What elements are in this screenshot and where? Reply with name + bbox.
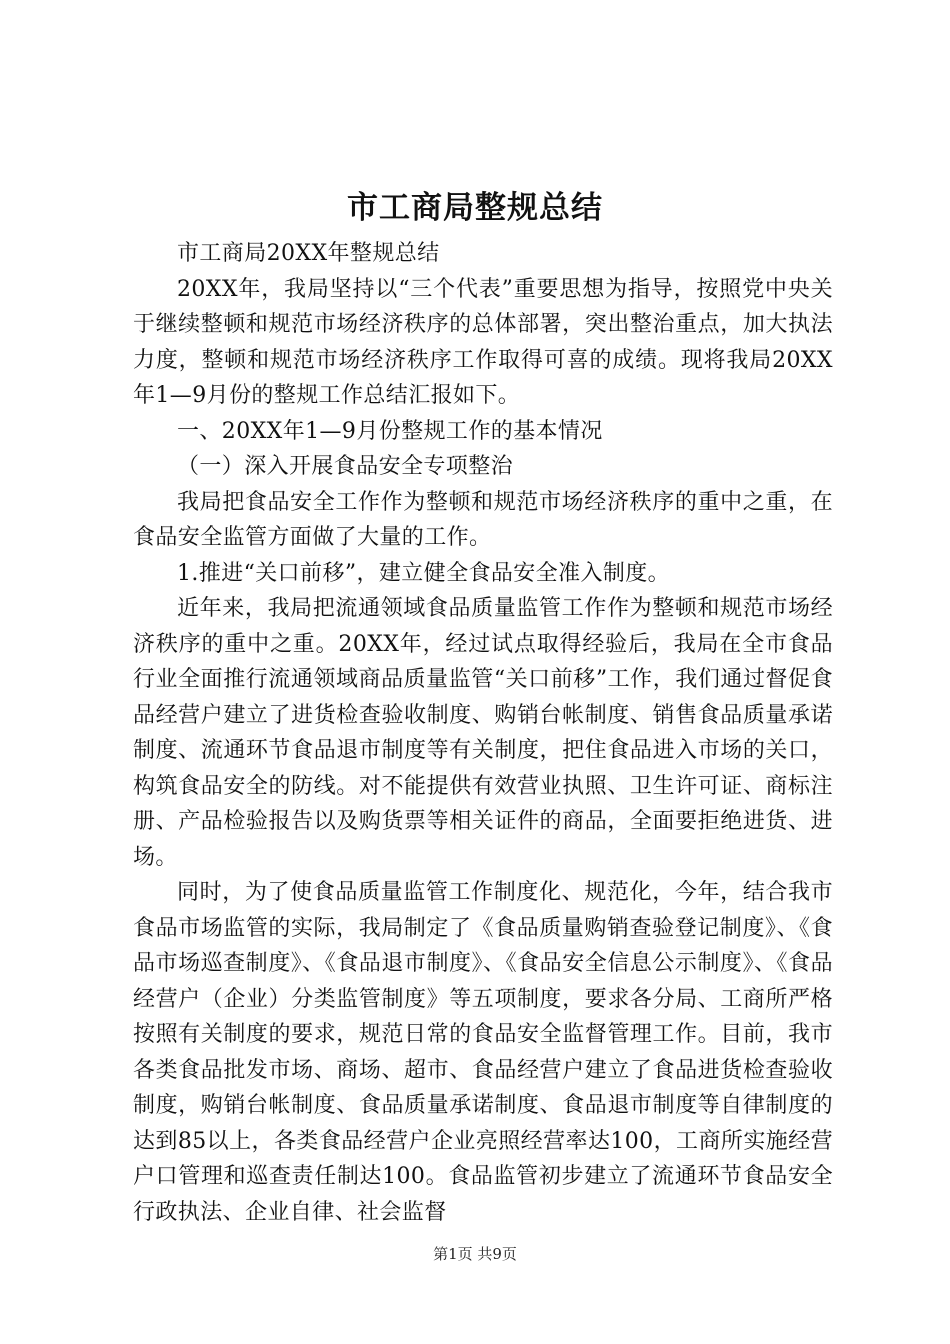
page-footer: 第1页 共9页 <box>433 1245 517 1263</box>
subsection-heading: （一）深入开展食品安全专项整治 <box>177 454 514 479</box>
document-body <box>133 236 833 1230</box>
paragraph: 我局把食品安全工作作为整顿和规范市场经济秩序的重中之重，在食品安全监管方面做了大量的工作。 <box>133 489 833 550</box>
document-title: 市工商局整规总结 <box>347 190 603 226</box>
section-heading: 一、20XX年1—9月份整规工作的基本情况 <box>177 418 603 444</box>
paragraph-intro: 20XX年，我局坚持以“三个代表”重要思想为指导，按照党中央关于继续整顿和规范市场经济秩序的总体部署，突出整治重点，加大执法力度，整顿和规范市场经济秩序工作取得可喜的成绩。现将我局20XX年1—9月份的整规工作总结汇报如下。 <box>133 276 833 408</box>
paragraph: 同时，为了使食品质量监管工作制度化、规范化，今年，结合我市食品市场监管的实际，我局制定了《食品质量购销查验登记制度》、《食品市场巡查制度》、《食品退市制度》、《食品安全信息公示制度》、《食品经营户（企业）分类监管制度》等五项制度，要求各分局、工商所严格按照有关制度的要求，规范日常的食品安全监督管理工作。目前，我市各类食品批发市场、商场、超市、食品经营户建立了食品进货检查验收制度，购销台帐制度、食品质量承诺制度、食品退市制度等自律制度的达到85以上，各类食品经营户企业亮照经营率达100，工商所实施经营户口管理和巡查责任制达100。食品监管初步建立了流通环节食品安全行政执法、企业自律、社会监督 <box>133 880 833 1225</box>
paragraph: 近年来，我局把流通领域食品质量监管工作作为整顿和规范市场经济秩序的重中之重。20XX年，经过试点取得经验后，我局在全市食品行业全面推行流通领域商品质量监管“关口前移”工作，我们通过督促食品经营户建立了进货检查验收制度、购销台帐制度、销售食品质量承诺制度、流通环节食品退市制度等有关制度，把住食品进入市场的关口，构筑食品安全的防线。对不能提供有效营业执照、卫生许可证、商标注册、产品检验报告以及购货票等相关证件的商品，全面要拒绝进货、进场。 <box>133 596 833 870</box>
paragraph-subtitle: 市工商局20XX年整规总结 <box>177 241 440 266</box>
item-heading: 1.推进“关口前移”，建立健全食品安全准入制度。 <box>177 560 671 586</box>
